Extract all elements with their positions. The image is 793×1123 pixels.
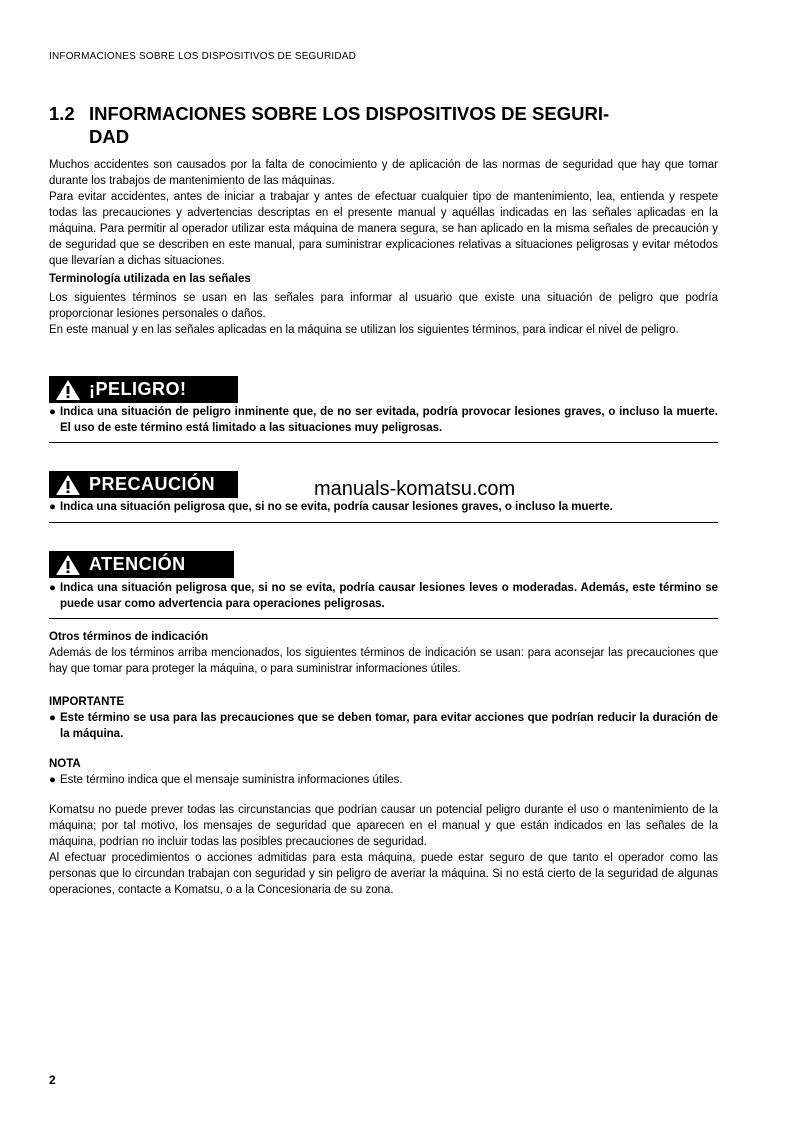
other-terms-heading: Otros términos de indicación bbox=[49, 631, 209, 643]
other-terms-section bbox=[49, 629, 718, 677]
bullet: ● bbox=[49, 774, 56, 786]
watermark: manuals-komatsu.com bbox=[314, 478, 516, 500]
warning-triangle-icon bbox=[55, 474, 81, 496]
section-divider bbox=[49, 442, 718, 443]
running-header: INFORMACIONES SOBRE LOS DISPOSITIVOS DE SEGURIDAD bbox=[49, 51, 357, 62]
warning-description bbox=[49, 499, 718, 515]
caution-description bbox=[49, 580, 718, 612]
page-number: 2 bbox=[49, 1073, 56, 1087]
warning-triangle-icon bbox=[55, 379, 81, 401]
bullet: ● bbox=[49, 582, 56, 594]
note-text: Este término indica que el mensaje suministra informaciones útiles. bbox=[60, 774, 403, 786]
warning-text: Indica una situación peligrosa que, si no se evita, podría causar lesiones graves, o incluso la muerte. bbox=[60, 501, 613, 513]
terms-heading: Terminología utilizada en las señales bbox=[49, 273, 251, 285]
warning-triangle-icon bbox=[55, 554, 81, 576]
warning-banner bbox=[49, 471, 238, 498]
note-section bbox=[49, 756, 718, 788]
intro-paragraph: En este manual y en las señales aplicadas en la máquina se utilizan los siguientes términos, para indicar el nivel de peligro. bbox=[49, 324, 679, 336]
section-title-line2: DAD bbox=[89, 126, 130, 147]
caution-banner bbox=[49, 551, 234, 578]
caution-label: ATENCIÓN bbox=[89, 554, 186, 574]
important-section bbox=[49, 694, 718, 742]
section-title-line1: INFORMACIONES SOBRE LOS DISPOSITIVOS DE SEGURI- bbox=[89, 103, 610, 124]
bullet: ● bbox=[49, 406, 56, 418]
section-title-text bbox=[89, 102, 718, 148]
section-divider bbox=[49, 522, 718, 523]
danger-text: Indica una situación de peligro inminente que, de no ser evitada, podría provocar lesiones graves, o incluso la muerte. El uso de este término está limitado a las situaciones muy peligrosas. bbox=[60, 406, 718, 434]
warning-label: PRECAUCIÓN bbox=[89, 474, 216, 494]
caution-text: Indica una situación peligrosa que, si no se evita, podría causar lesiones leves o moderadas. Además, este término se puede usar como advertencia para operaciones peligrosas. bbox=[60, 582, 718, 610]
intro-section bbox=[49, 157, 718, 338]
danger-description bbox=[49, 404, 718, 436]
bullet: ● bbox=[49, 501, 56, 513]
intro-paragraph: Los siguientes términos se usan en las señales para informar al usuario que existe una situación de peligro que podría proporcionar lesiones personales o daños. bbox=[49, 292, 718, 320]
closing-section bbox=[49, 802, 718, 898]
important-heading: IMPORTANTE bbox=[49, 696, 125, 708]
section-number: 1.2 bbox=[49, 103, 75, 124]
intro-paragraph: Para evitar accidentes, antes de iniciar a trabajar y antes de efectuar cualquier tipo de mantenimiento, lea, entienda y respete todas las precauciones y advertencias descriptas en el presente manual y aquéllas indicadas en las señales aplicadas en la máquina. Para permitir al operador utilizar esta máquina de manera segura, se han aplicado en la misma señales de precaución y de seguridad que se describen en este manual, para suministrar explicaciones relativas a situaciones peligrosas y evitar métodos que llevarían a dichas situaciones. bbox=[49, 191, 718, 267]
closing-paragraph: Al efectuar procedimientos o acciones admitidas para esta máquina, puede estar seguro de que tanto el operador como las personas que lo circundan trabajan con seguridad y sin peligro de averiar la máquina. Si no está cierto de la seguridad de algunas operaciones, contacte a Komatsu, o a la Concesionaria de su zona. bbox=[49, 852, 718, 896]
important-text: Este término se usa para las precauciones que se deben tomar, para evitar acciones que podrían reducir la duración de la máquina. bbox=[60, 712, 718, 740]
danger-label: ¡PELIGRO! bbox=[89, 379, 187, 399]
note-heading: NOTA bbox=[49, 758, 81, 770]
bullet: ● bbox=[49, 712, 56, 724]
other-terms-text: Además de los términos arriba mencionados, los siguientes términos de indicación se usan: para aconsejar las precauciones que hay que tomar para proteger la máquina, o para suministrar informaciones útiles. bbox=[49, 647, 718, 675]
danger-banner bbox=[49, 376, 238, 403]
section-divider bbox=[49, 618, 718, 619]
intro-paragraph: Muchos accidentes son causados por la falta de conocimiento y de aplicación de las normas de seguridad que hay que tomar durante los trabajos de mantenimiento de las máquinas. bbox=[49, 159, 718, 187]
closing-paragraph: Komatsu no puede prever todas las circunstancias que podrían causar un potencial peligro durante el uso o mantenimiento de la máquina; por tal motivo, los mensajes de seguridad que aparecen en el manual y que están indicados en las señales de la máquina, podrían no incluir todas las posibles precauciones de seguridad. bbox=[49, 804, 718, 848]
